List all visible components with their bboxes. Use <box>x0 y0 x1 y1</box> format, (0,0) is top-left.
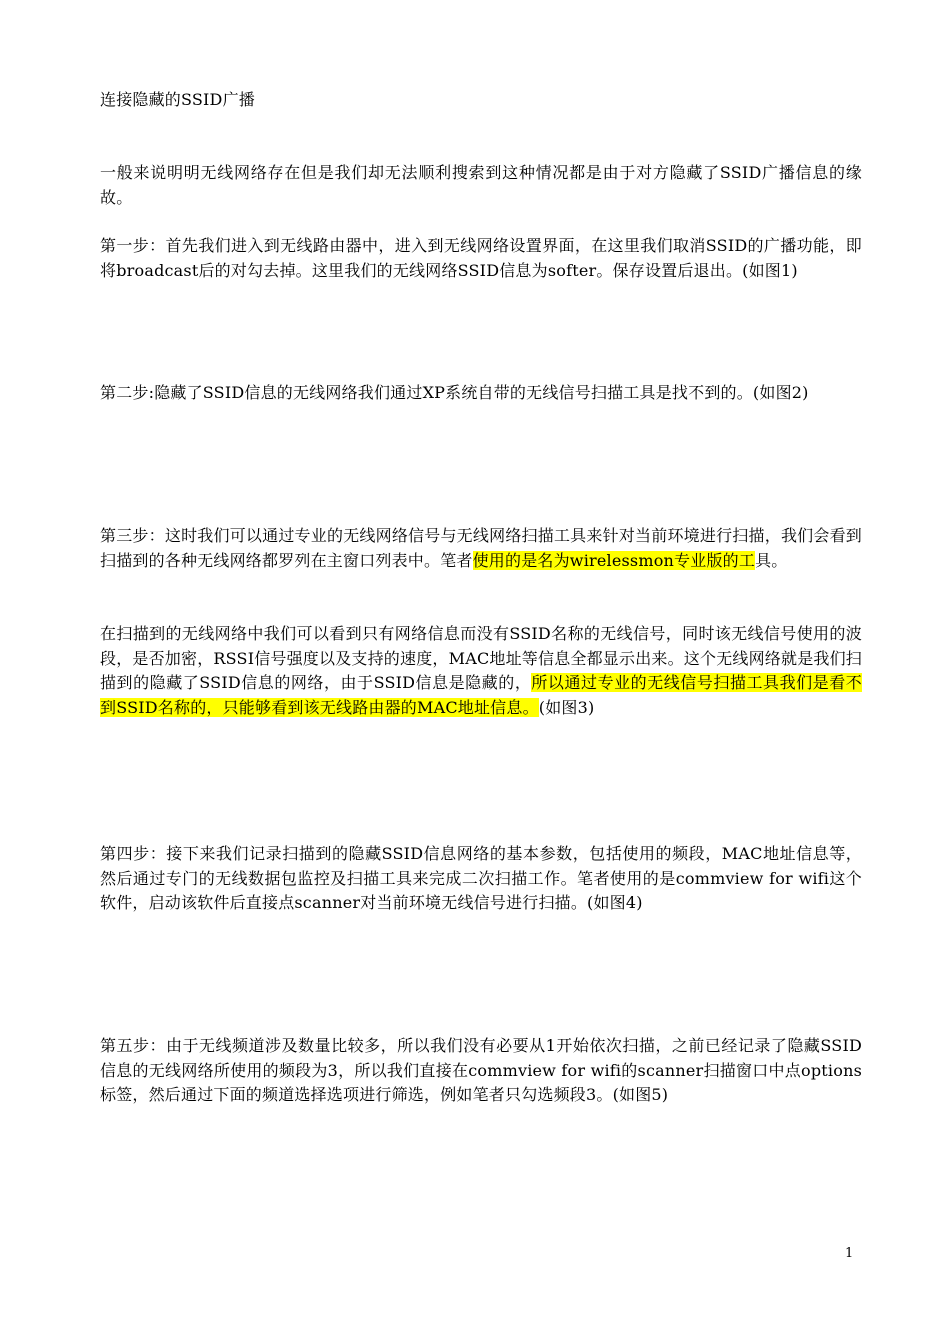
intro-paragraph: 一般来说明明无线网络存在但是我们却无法顺利搜索到这种情况都是由于对方隐藏了SSID广播信息的缘故。 <box>100 163 862 207</box>
step1-paragraph: 第一步：首先我们进入到无线路由器中，进入到无线网络设置界面，在这里我们取消SSID的广播功能，即将broadcast后的对勾去掉。这里我们的无线网络SSID信息为softer。保存设置后退出。(如图1) <box>100 236 862 280</box>
scan-result-paragraph <box>100 622 862 720</box>
step2-paragraph: 第二步:隐藏了SSID信息的无线网络我们通过XP系统自带的无线信号扫描工具是找不到的。(如图2) <box>100 383 809 402</box>
step3-text-end: 具。 <box>755 550 788 570</box>
step3-text: 第三步：这时我们可以通过专业的无线网络信号与无线网络扫描工具来针对当前环境进行扫描，我们会看到扫描到的各种无线网络都罗列在主窗口列表中。笔者 <box>100 526 862 570</box>
scan-result-text-end: (如图3) <box>538 697 595 717</box>
scan-result-text: 在扫描到的无线网络中我们可以看到只有网络信息而没有SSID名称的无线信号，同时该无线信号使用的波段，是否加密，RSSI信号强度以及支持的速度，MAC地址等信息全都显示出来。这个无线网络就是我们扫描到的隐藏了SSID信息的网络，由于SSID信息是隐藏的， <box>100 624 862 692</box>
step3-paragraph <box>100 524 862 573</box>
scan-result-highlight: 所以通过专业的无线信号扫描工具我们是看不到SSID名称的，只能够看到该无线路由器的MAC地址信息。 <box>100 673 862 717</box>
page-number: 1 <box>845 1246 854 1261</box>
document-title: 连接隐藏的SSID广播 <box>100 90 255 109</box>
step3-highlight: 使用的是名为wirelessmon专业版的工 <box>472 550 756 570</box>
step4-paragraph: 第四步：接下来我们记录扫描到的隐藏SSID信息网络的基本参数，包括使用的频段，MAC地址信息等，然后通过专门的无线数据包监控及扫描工具来完成二次扫描工作。笔者使用的是commview for wifi这个软件，启动该软件后直接点scanner对当前环境无线信号进行扫描。(如图4) <box>100 844 862 912</box>
step5-paragraph: 第五步：由于无线频道涉及数量比较多，所以我们没有必要从1开始依次扫描，之前已经记录了隐藏SSID信息的无线网络所使用的频段为3，所以我们直接在commview for wifi的scanner扫描窗口中点options标签，然后通过下面的频道选择选项进行筛选，例如笔者只勾选频段3。(如图5) <box>100 1036 862 1104</box>
